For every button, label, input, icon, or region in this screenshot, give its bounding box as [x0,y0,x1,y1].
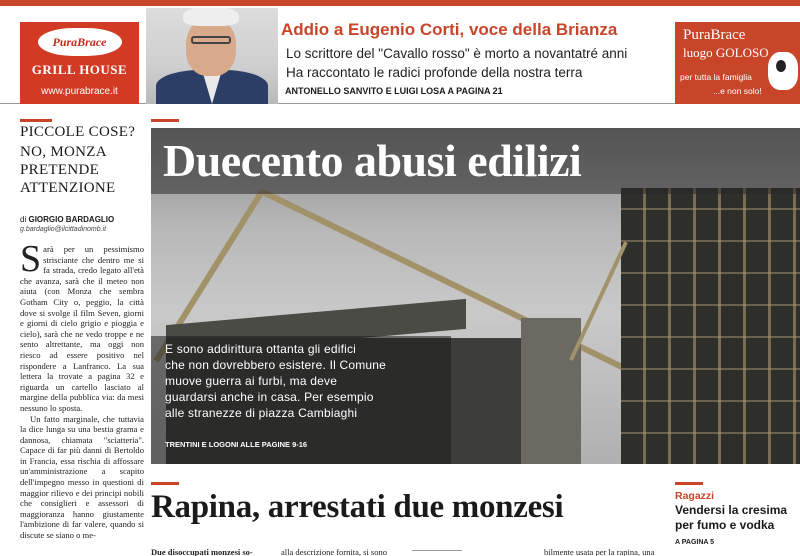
cow-mascot-icon [768,52,798,90]
drop-cap: S [20,238,42,280]
caption-line-5: alle stranezze di piazza Cambiaghi [165,406,358,420]
column-accent-rule [20,119,52,122]
ad-purabrace-luogo-goloso[interactable] [675,22,800,104]
column-title-line4[interactable]: ATTENZIONE [20,180,116,196]
portrait-hair [183,8,239,26]
main-story-accent-rule [151,119,179,122]
ad-right-line1: PuraBrace [683,27,746,43]
caption-line-3: muove guerra ai furbi, ma deve [165,374,338,388]
ad-right-line3: per tutta la famiglia [680,72,752,82]
caption-line-4: guardarsi anche in casa. Per esempio [165,390,374,404]
eugenio-corti-portrait [146,8,278,104]
column-separator [412,550,462,551]
top-accent-line [0,0,800,6]
front-page-header [0,8,800,104]
sidebar-story-page-reference: A PAGINA 5 [675,539,715,546]
headline-byline: ANTONELLO SANVITO E LUIGI LOSA A PAGINA 21 [285,86,503,96]
column-paragraph-2: Un fatto marginale, che tuttavia la dice lunga su una bestia grama e dannosa, chiamata "sciatteria". Capace di far più danni di Bertoldo in Francia, essa rischia di affossare un'amministrazione a scapito dell'impegno messo in questioni di maggior rilievo e dei principi nobili che consiglieri e assessori di maggioranza hanno giustamente l'ambizione di far valere, quando si discute se siano o me- [20,413,144,541]
column-author [20,215,114,224]
second-story-headline[interactable]: Rapina, arrestati due monzesi [151,489,564,525]
headline-subline-1: Lo scrittore del "Cavallo rosso" è morto a novantatré anni [286,46,628,61]
column-paragraph-1: arà per un pessimismo strisciante che dentro me si fa strada, credo legato all'età che avanza, sarà che il meteo non aiuta (con Monza che sembra Gotham City o, peggio, la città dove si svolge il film Seven, giorni e giorni di cielo grigio e pioggia e cielo), sarà che ne vedo troppe e ne sento altrettante, ma oggi non riesco ad essere positivo nel rispondere a Lanfranco. La sua lettera la trovate a pagina 32 e riguarda un cartello lasciato al margine della pubblica via: da mesi nessuno lo sposta. [20,244,144,413]
second-story-fragment-3: bilmente usata per la rapina, una [544,547,655,556]
caption-line-2: che non dovrebbero esistere. Il Comune [165,358,387,372]
column-title-line3[interactable]: PRETENDE [20,162,100,178]
crane-small [569,241,628,361]
author-prefix: di [20,215,27,224]
scaffolding [621,188,800,464]
purabrace-logo: PuraBrace [38,28,122,56]
building-pillar [521,318,581,464]
main-story-photo[interactable] [151,128,800,464]
ad-left-url: www.purabrace.it [41,86,118,97]
headline-subline-2: Ha raccontato le radici profonde della nostra terra [286,65,583,80]
sidebar-story-title-line2[interactable]: per fumo e vodka [675,518,775,532]
ad-purabrace-grill-house[interactable] [20,22,139,104]
main-headline[interactable]: Duecento abusi edilizi [163,135,582,186]
sidebar-story-accent-rule [675,482,703,485]
caption-line-1: E sono addirittura ottanta gli edifici [165,342,357,356]
second-story-fragment-2: alla descrizione fornita, si sono [281,547,387,556]
column-author-email[interactable]: g.bardaglio@ilcittadinomb.it [20,226,107,233]
second-story-accent-rule [151,482,179,485]
sidebar-story-title-line1[interactable]: Vendersi la cresima [675,503,788,517]
headline-eugenio-corti[interactable]: Addio a Eugenio Corti, voce della Brianza [281,20,618,39]
ad-right-line4: ...e non solo! [713,86,762,96]
portrait-glasses [191,36,231,44]
column-title-line1[interactable]: PICCOLE COSE? [20,124,136,140]
second-story-fragment-1: Due disoccupati monzesi so- [151,547,253,556]
main-story-page-reference: TRENTINI E LOGONI ALLE PAGINE 9-16 [165,440,308,449]
author-name: GIORGIO BARDAGLIO [28,215,115,224]
ad-left-name: GRILL HOUSE [31,62,128,77]
column-body [20,238,144,541]
portrait-face [186,18,236,76]
sidebar-story-kicker: Ragazzi [675,490,715,502]
ad-right-line2: luogo GOLOSO [683,45,769,60]
column-title-line2[interactable]: NO, MONZA [20,144,107,160]
